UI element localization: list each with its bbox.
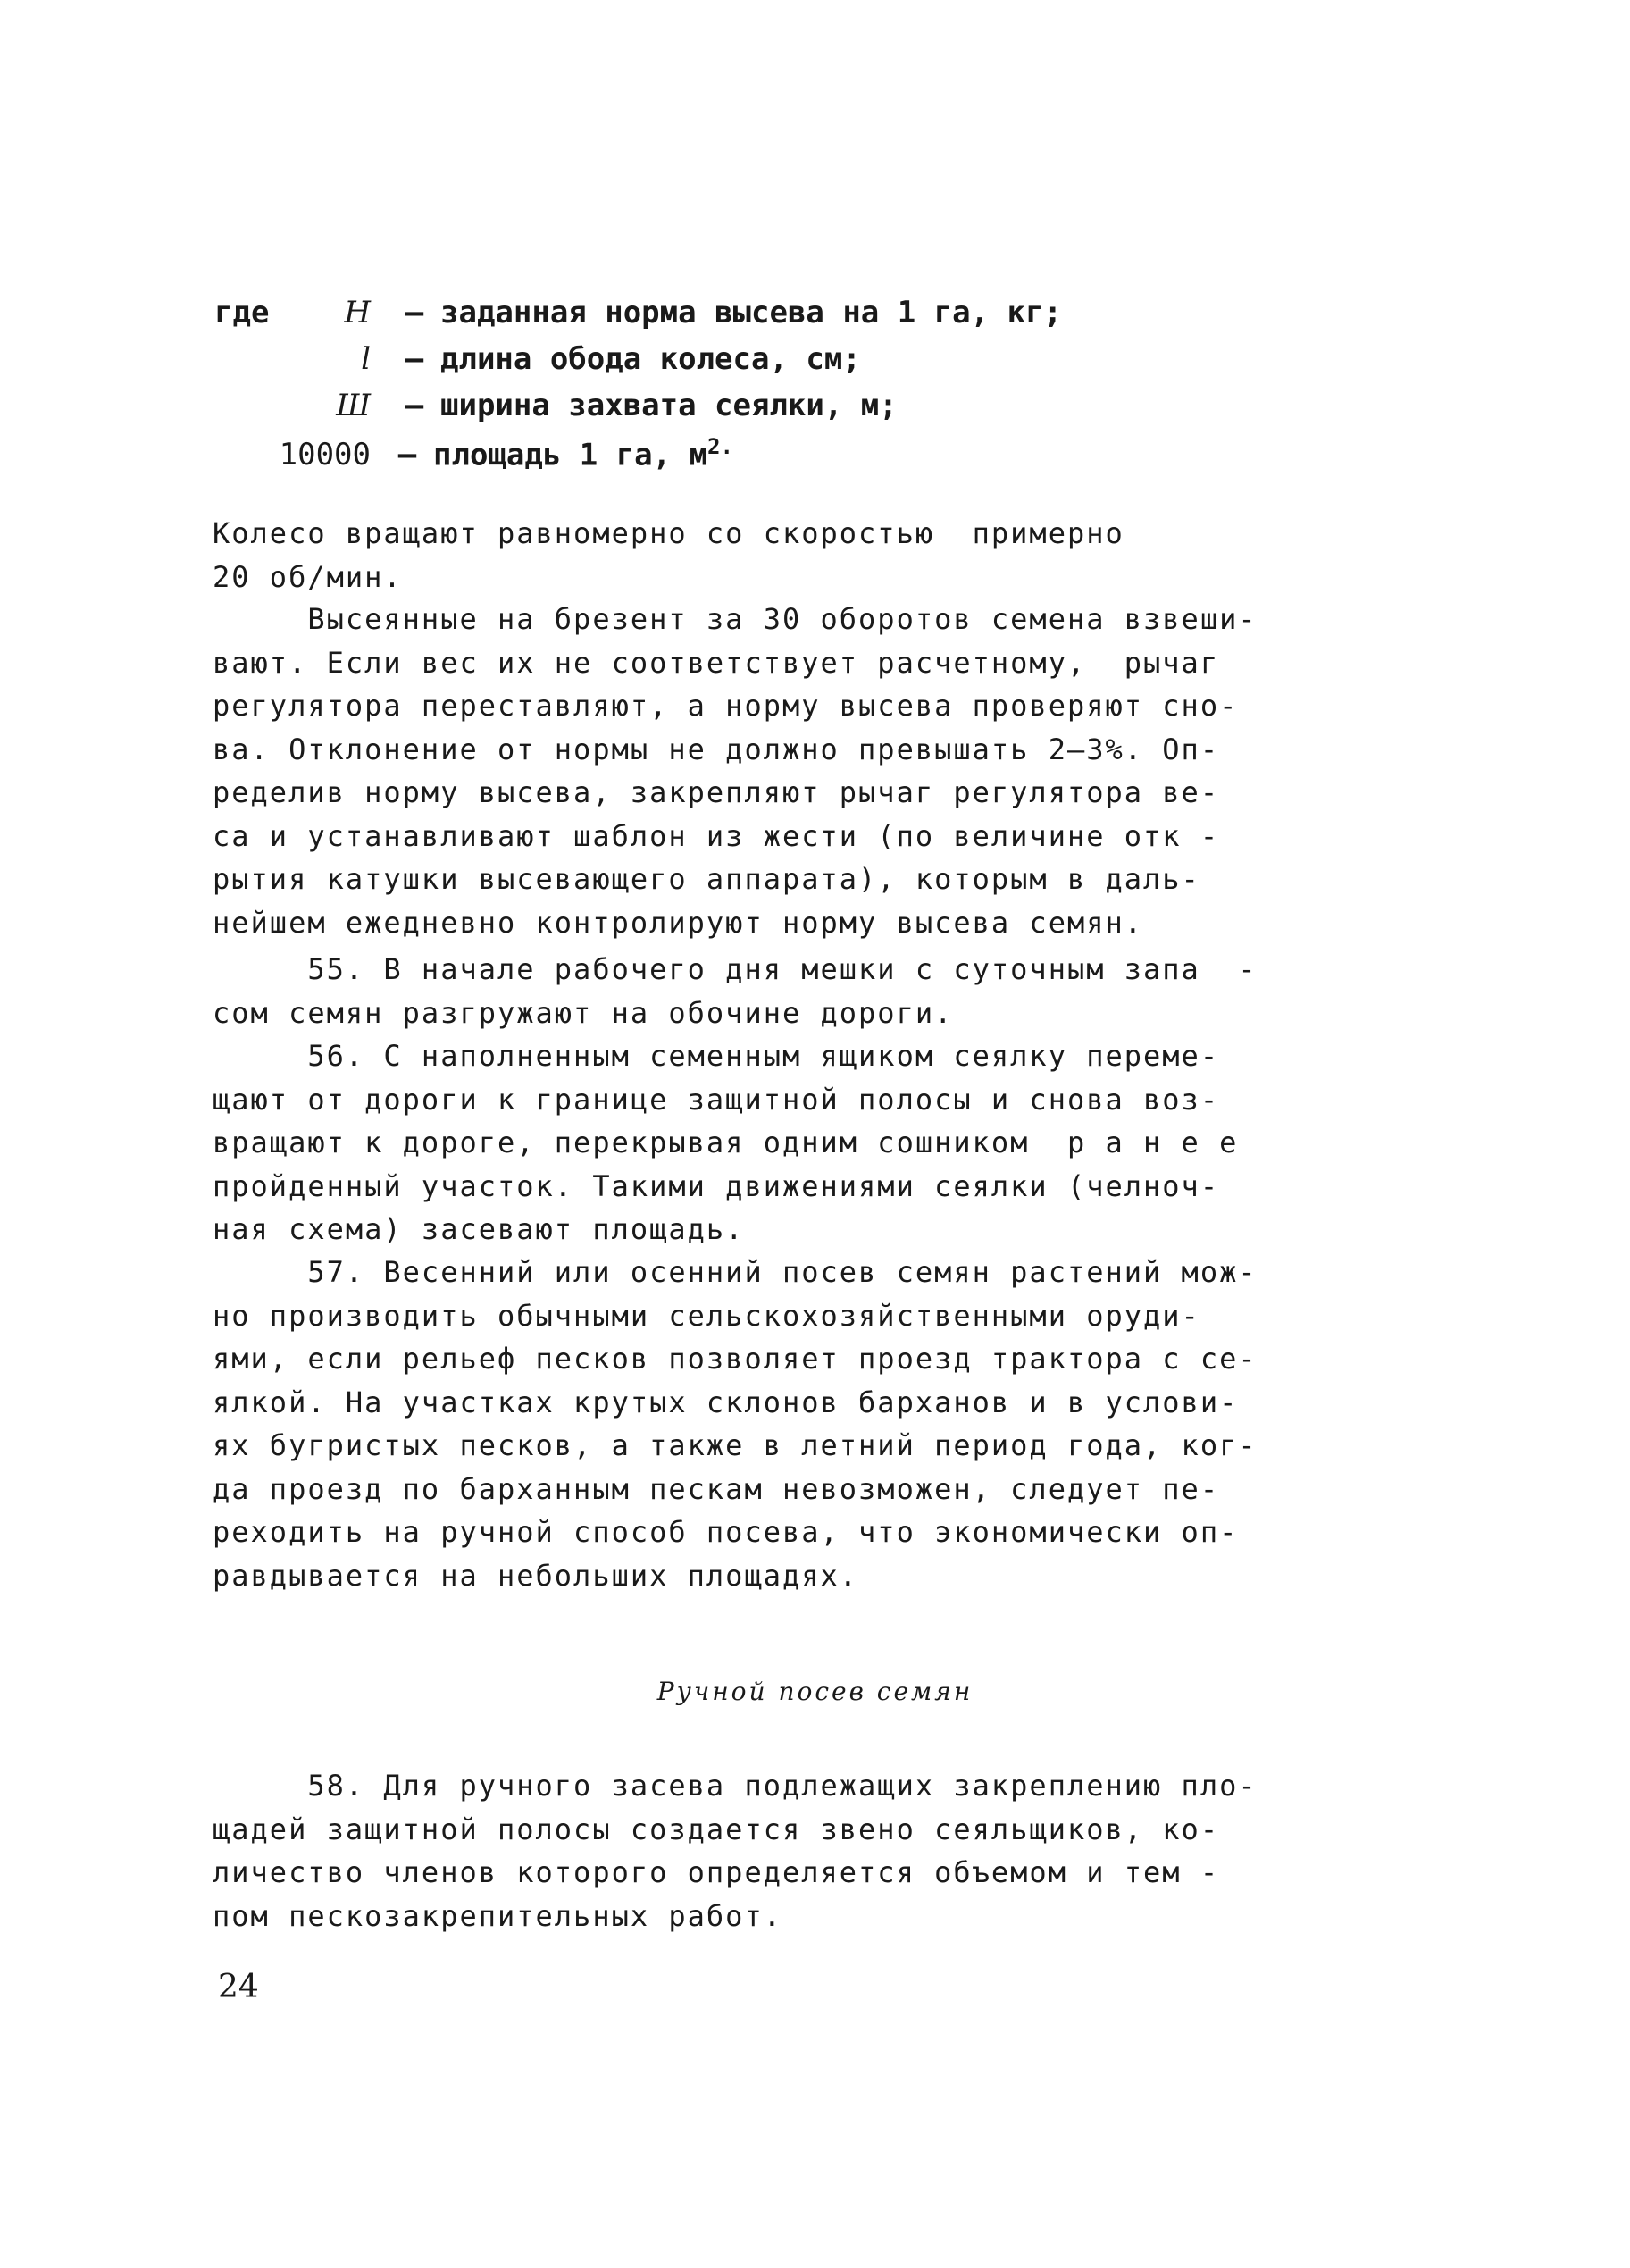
text-line: 55. В начале рабочего дня мешки с суточным запа - xyxy=(213,952,1258,986)
legend-row xyxy=(214,388,1233,434)
text-line: щадей защитной полосы создается звено сеяльщиков, ко- xyxy=(213,1812,1220,1846)
text-line: Высеянные на брезент за 30 оборотов семена взвеши- xyxy=(213,602,1258,636)
legend-row xyxy=(214,295,1233,341)
text-line: 58. Для ручного засева подлежащих закреплению пло- xyxy=(213,1769,1258,1803)
text-line: вращают к дороге, перекрывая одним сошником р а н е е xyxy=(213,1126,1239,1159)
paragraph xyxy=(213,1251,1374,1597)
legend-dash: – xyxy=(397,437,417,473)
formula-legend xyxy=(214,295,1233,481)
legend-symbol: Н xyxy=(344,295,371,331)
legend-dash: – xyxy=(405,341,424,377)
text-line: ределив норму высева, закрепляют рычаг регулятора ве- xyxy=(213,775,1220,809)
text-line: ная схема) засевают площадь. xyxy=(213,1212,745,1246)
text-line: сом семян разгружают на обочине дороги. xyxy=(213,995,954,1030)
text-line: но производить обычными сельскохозяйственными оруди- xyxy=(213,1298,1200,1333)
paragraph xyxy=(213,512,1374,598)
legend-dash: – xyxy=(405,388,424,423)
text-line: ялкой. На участках крутых склонов барханов и в услови- xyxy=(213,1385,1239,1419)
legend-symbol: l xyxy=(361,341,371,377)
legend-text: заданная норма высева на 1 га, кг; xyxy=(440,295,1062,331)
text-line: 56. С наполненным семенным ящиком сеялку переме- xyxy=(213,1039,1220,1073)
text-line: регулятора переставляют, а норму высева проверяют сно- xyxy=(213,689,1239,723)
section-heading: Ручной посев семян xyxy=(656,1677,974,1706)
section-paragraph xyxy=(213,1764,1374,1937)
legend-text: ширина захвата сеялки, м; xyxy=(440,388,898,423)
legend-superscript: 2. xyxy=(707,434,733,459)
legend-text-main: площадь 1 га, м xyxy=(433,437,708,473)
legend-row xyxy=(214,434,1233,481)
text-line: щают от дороги к границе защитной полосы и снова воз- xyxy=(213,1082,1220,1117)
text-line: вают. Если вес их не соответствует расчетному, рычаг xyxy=(213,645,1220,680)
legend-symbol: 10000 xyxy=(279,437,371,473)
legend-text: длина обода колеса, см; xyxy=(440,341,861,377)
text-line: ва. Отклонение от нормы не должно превышать 2–3%. Оп- xyxy=(213,732,1220,766)
text-line: Колесо вращают равномерно со скоростью примерно xyxy=(213,516,1124,550)
text-line: нейшем ежедневно контролируют норму высева семян. xyxy=(213,905,1144,940)
text-line: пройденный участок. Такими движениями сеялки (челноч- xyxy=(213,1168,1220,1203)
legend-text xyxy=(433,434,733,473)
text-line: реходить на ручной способ посева, что экономически оп- xyxy=(213,1515,1239,1549)
legend-row xyxy=(214,341,1233,388)
text-line: ями, если рельеф песков позволяет проезд трактора с се- xyxy=(213,1342,1258,1376)
text-line: равдывается на небольших площадях. xyxy=(213,1558,859,1593)
legend-dash: – xyxy=(405,295,424,331)
text-line: да проезд по барханным пескам невозможен, следует пе- xyxy=(213,1471,1220,1506)
paragraph xyxy=(213,598,1374,944)
text-line: са и устанавливают шаблон из жести (по величине отк - xyxy=(213,818,1220,853)
paragraph xyxy=(213,1034,1374,1251)
text-line: 57. Весенний или осенний посев семян растений мож- xyxy=(213,1255,1258,1289)
paragraph xyxy=(213,948,1374,1034)
legend-lead: где xyxy=(214,295,270,331)
page-number: 24 xyxy=(218,1969,259,2005)
text-line: пом пескозакрепительных работ. xyxy=(213,1898,782,1933)
text-line: рытия катушки высевающего аппарата), которым в даль- xyxy=(213,862,1200,896)
legend-symbol: Ш xyxy=(336,388,371,423)
text-line: 20 об/мин. xyxy=(213,559,403,594)
text-line: ях бугристых песков, а также в летний период года, ког- xyxy=(213,1428,1258,1462)
text-line: личество членов которого определяется объемом и тем - xyxy=(213,1855,1220,1889)
